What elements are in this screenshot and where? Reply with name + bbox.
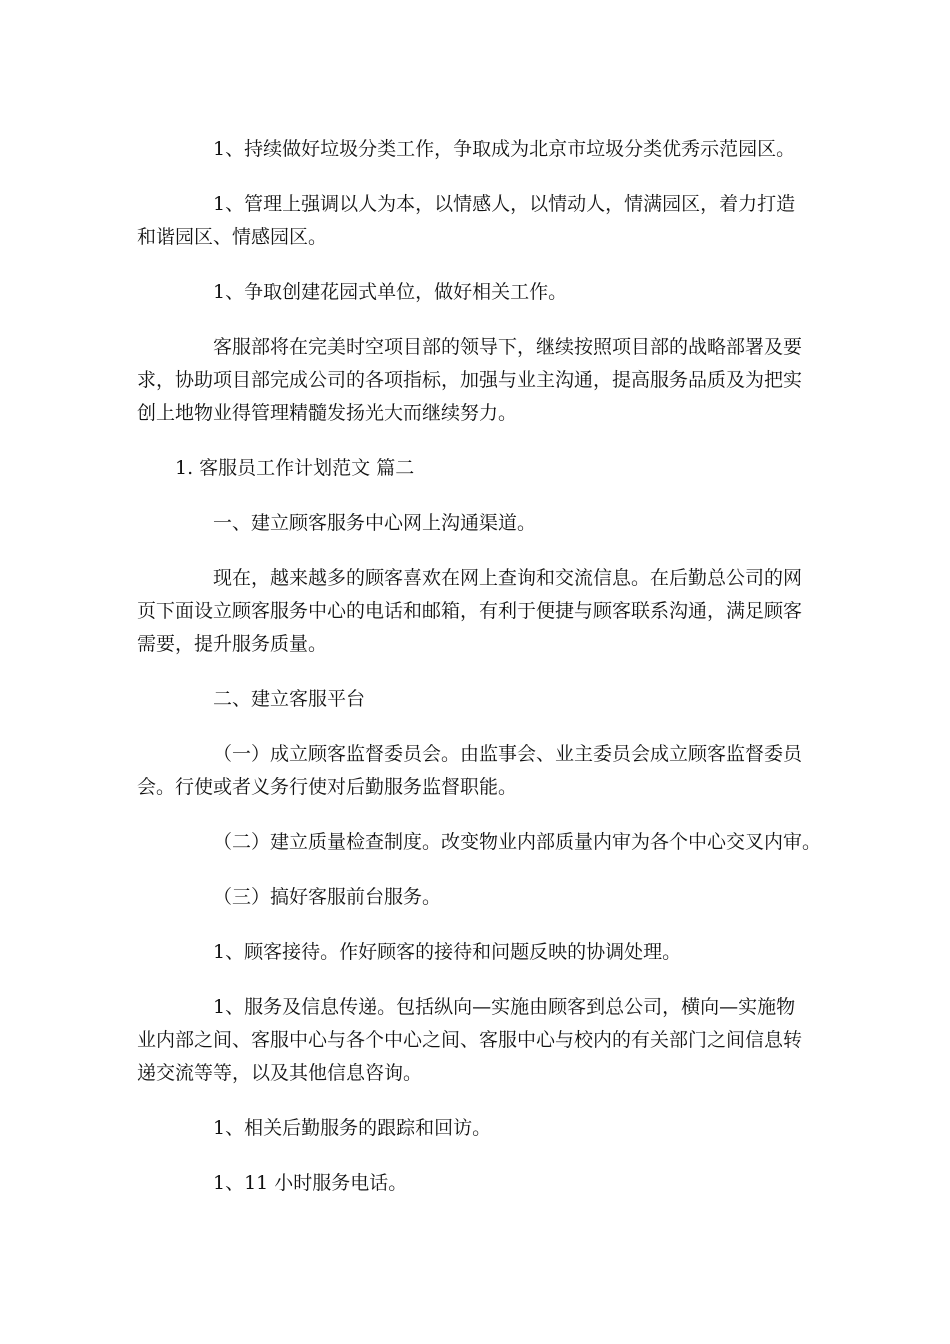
paragraph-line: （一）成立顾客监督委员会。由监事会、业主委员会成立顾客监督委员	[213, 743, 803, 765]
paragraph-line: 1、争取创建花园式单位，做好相关工作。	[213, 281, 568, 303]
paragraph-line: 1、管理上强调以人为本，以情感人，以情动人，情满园区，着力打造	[213, 193, 796, 215]
paragraph-line: 一、建立顾客服务中心网上沟通渠道。	[213, 512, 537, 534]
paragraph-line: 1、服务及信息传递。包括纵向—实施由顾客到总公司，横向—实施物	[213, 996, 796, 1018]
paragraph-line: 页下面设立顾客服务中心的电话和邮箱，有利于便捷与顾客联系沟通，满足顾客	[137, 600, 803, 622]
paragraph-line: 业内部之间、客服中心与各个中心之间、客服中心与校内的有关部门之间信息转	[137, 1029, 803, 1051]
paragraph-line: 1、顾客接待。作好顾客的接待和问题反映的协调处理。	[213, 941, 682, 963]
paragraph-line: （三）搞好客服前台服务。	[213, 886, 442, 908]
paragraph-line: 1、相关后勤服务的跟踪和回访。	[213, 1117, 492, 1139]
paragraph-line: 二、建立客服平台	[213, 688, 366, 710]
paragraph-line: 客服部将在完美时空项目部的领导下，继续按照项目部的战略部署及要	[213, 336, 803, 358]
paragraph-line: 1、持续做好垃圾分类工作，争取成为北京市垃圾分类优秀示范园区。	[213, 138, 796, 160]
paragraph-line: （二）建立质量检查制度。改变物业内部质量内审为各个中心交叉内审。	[213, 831, 822, 853]
paragraph-line: 会。行使或者义务行使对后勤服务监督职能。	[137, 776, 518, 798]
paragraph-line: 1. 客服员工作计划范文 篇二	[175, 457, 415, 479]
paragraph-line: 递交流等等，以及其他信息咨询。	[137, 1062, 423, 1084]
paragraph-line: 求，协助项目部完成公司的各项指标，加强与业主沟通，提高服务品质及为把实	[137, 369, 803, 391]
paragraph-line: 1、11 小时服务电话。	[213, 1172, 408, 1194]
paragraph-line: 创上地物业得管理精髓发扬光大而继续努力。	[137, 402, 518, 424]
paragraph-line: 需要，提升服务质量。	[137, 633, 328, 655]
paragraph-line: 和谐园区、情感园区。	[137, 226, 328, 248]
paragraph-line: 现在，越来越多的顾客喜欢在网上查询和交流信息。在后勤总公司的网	[213, 567, 803, 589]
